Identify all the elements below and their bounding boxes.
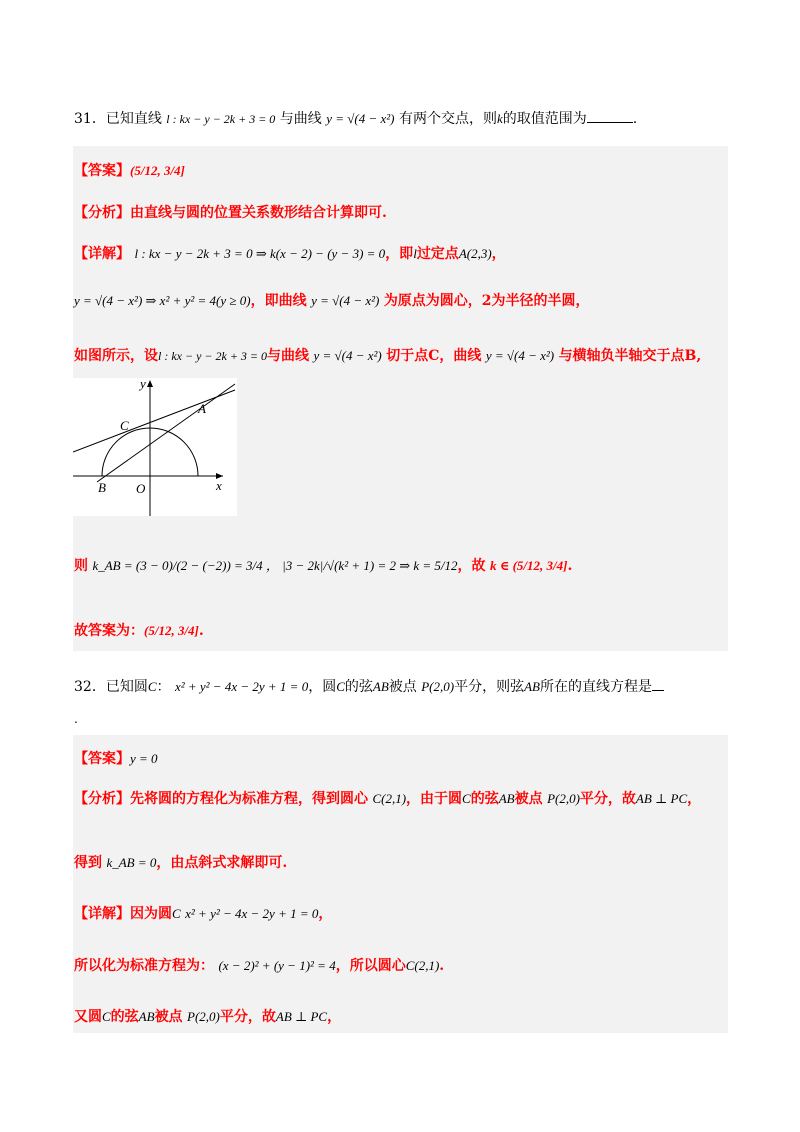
detail-31-line2: y = √(4 − x²) ⇒ x² + y² = 4(y ≥ 0)，即曲线 y = √(4 − x²) 为原点为圆心，2为半径的半圆，	[74, 293, 590, 309]
question-32: 32．已知圆C： x² + y² − 4x − 2y + 1 = 0，圆C的弦AB被点 P(2,0)平分，则弦AB所在的直线方程是	[74, 676, 664, 696]
detail-32-line3: 又圆C的弦AB被点 P(2,0)平分，故AB ⊥ PC，	[74, 1009, 342, 1025]
secant-line-BA	[97, 384, 235, 482]
label-B: B	[98, 480, 106, 495]
curve-equation: y = √(4 − x²)	[326, 111, 395, 126]
analysis-32-line1: 【分析】先将圆的方程化为标准方程，得到圆心 C(2,1)，由于圆C的弦AB被点 P(2,0)平分，故AB ⊥ PC，	[74, 791, 702, 807]
detail-32-line2: 所以化为标准方程为： (x − 2)² + (y − 1)² = 4，所以圆心C(2,1).	[74, 958, 445, 974]
answer-interval: (5/12, 3/4]	[130, 163, 185, 178]
analysis-31: 【分析】由直线与圆的位置关系数形结合计算即可.	[74, 205, 387, 221]
question-number: 32．	[74, 679, 106, 695]
detail-31-line3: 如图所示，设l : kx − y − 2k + 3 = 0与曲线 y = √(4 − x²) 切于点C，曲线 y = √(4 − x²) 与横轴负半轴交于点B,	[74, 348, 702, 364]
label-y: y	[140, 378, 146, 391]
question-31: 31．已知直线 l : kx − y − 2k + 3 = 0 与曲线 y = √(4 − x²) 有两个交点，则k的取值范围为 .	[74, 111, 638, 127]
line-equation: l : kx − y − 2k + 3 = 0	[166, 112, 276, 126]
answer-32: 【答案】y = 0	[74, 751, 158, 767]
label-A: A	[198, 401, 206, 416]
figure-box	[73, 378, 237, 516]
y-axis-arrow	[147, 380, 153, 387]
final-answer-31: 故答案为：(5/12, 3/4].	[74, 623, 204, 639]
tangent-line-CA	[73, 390, 235, 452]
question-number: 31．	[74, 111, 106, 127]
answer-value: y = 0	[130, 751, 158, 766]
detail-32-line1: 【详解】因为圆C x² + y² − 4x − 2y + 1 = 0，	[74, 906, 333, 922]
label-O: O	[136, 481, 146, 496]
detail-31-line4: 则 k_AB = (3 − 0)/(2 − (−2)) = 3/4 ， |3 − 2k|/√(k² + 1) = 2 ⇒ k = 5/12，故 k ∈ (5/12, 3/4].	[74, 558, 573, 574]
answer-blank	[587, 112, 633, 123]
answer-blank	[652, 680, 664, 691]
label-x: x	[216, 478, 222, 493]
question-32-end: .	[74, 712, 78, 726]
label-C: C	[120, 418, 129, 433]
circle-equation: x² + y² − 4x − 2y + 1 = 0	[174, 679, 309, 694]
semicircle-tangent-diagram	[73, 378, 237, 516]
answer-31: 【答案】(5/12, 3/4]	[74, 163, 185, 179]
solution-32-panel	[73, 735, 728, 1033]
analysis-32-line2: 得到 k_AB = 0，由点斜式求解即可.	[74, 855, 288, 871]
detail-31-line1: 【详解】 l : kx − y − 2k + 3 = 0 ⇒ k(x − 2) − (y − 3) = 0，即l过定点A(2,3)，	[74, 246, 506, 262]
